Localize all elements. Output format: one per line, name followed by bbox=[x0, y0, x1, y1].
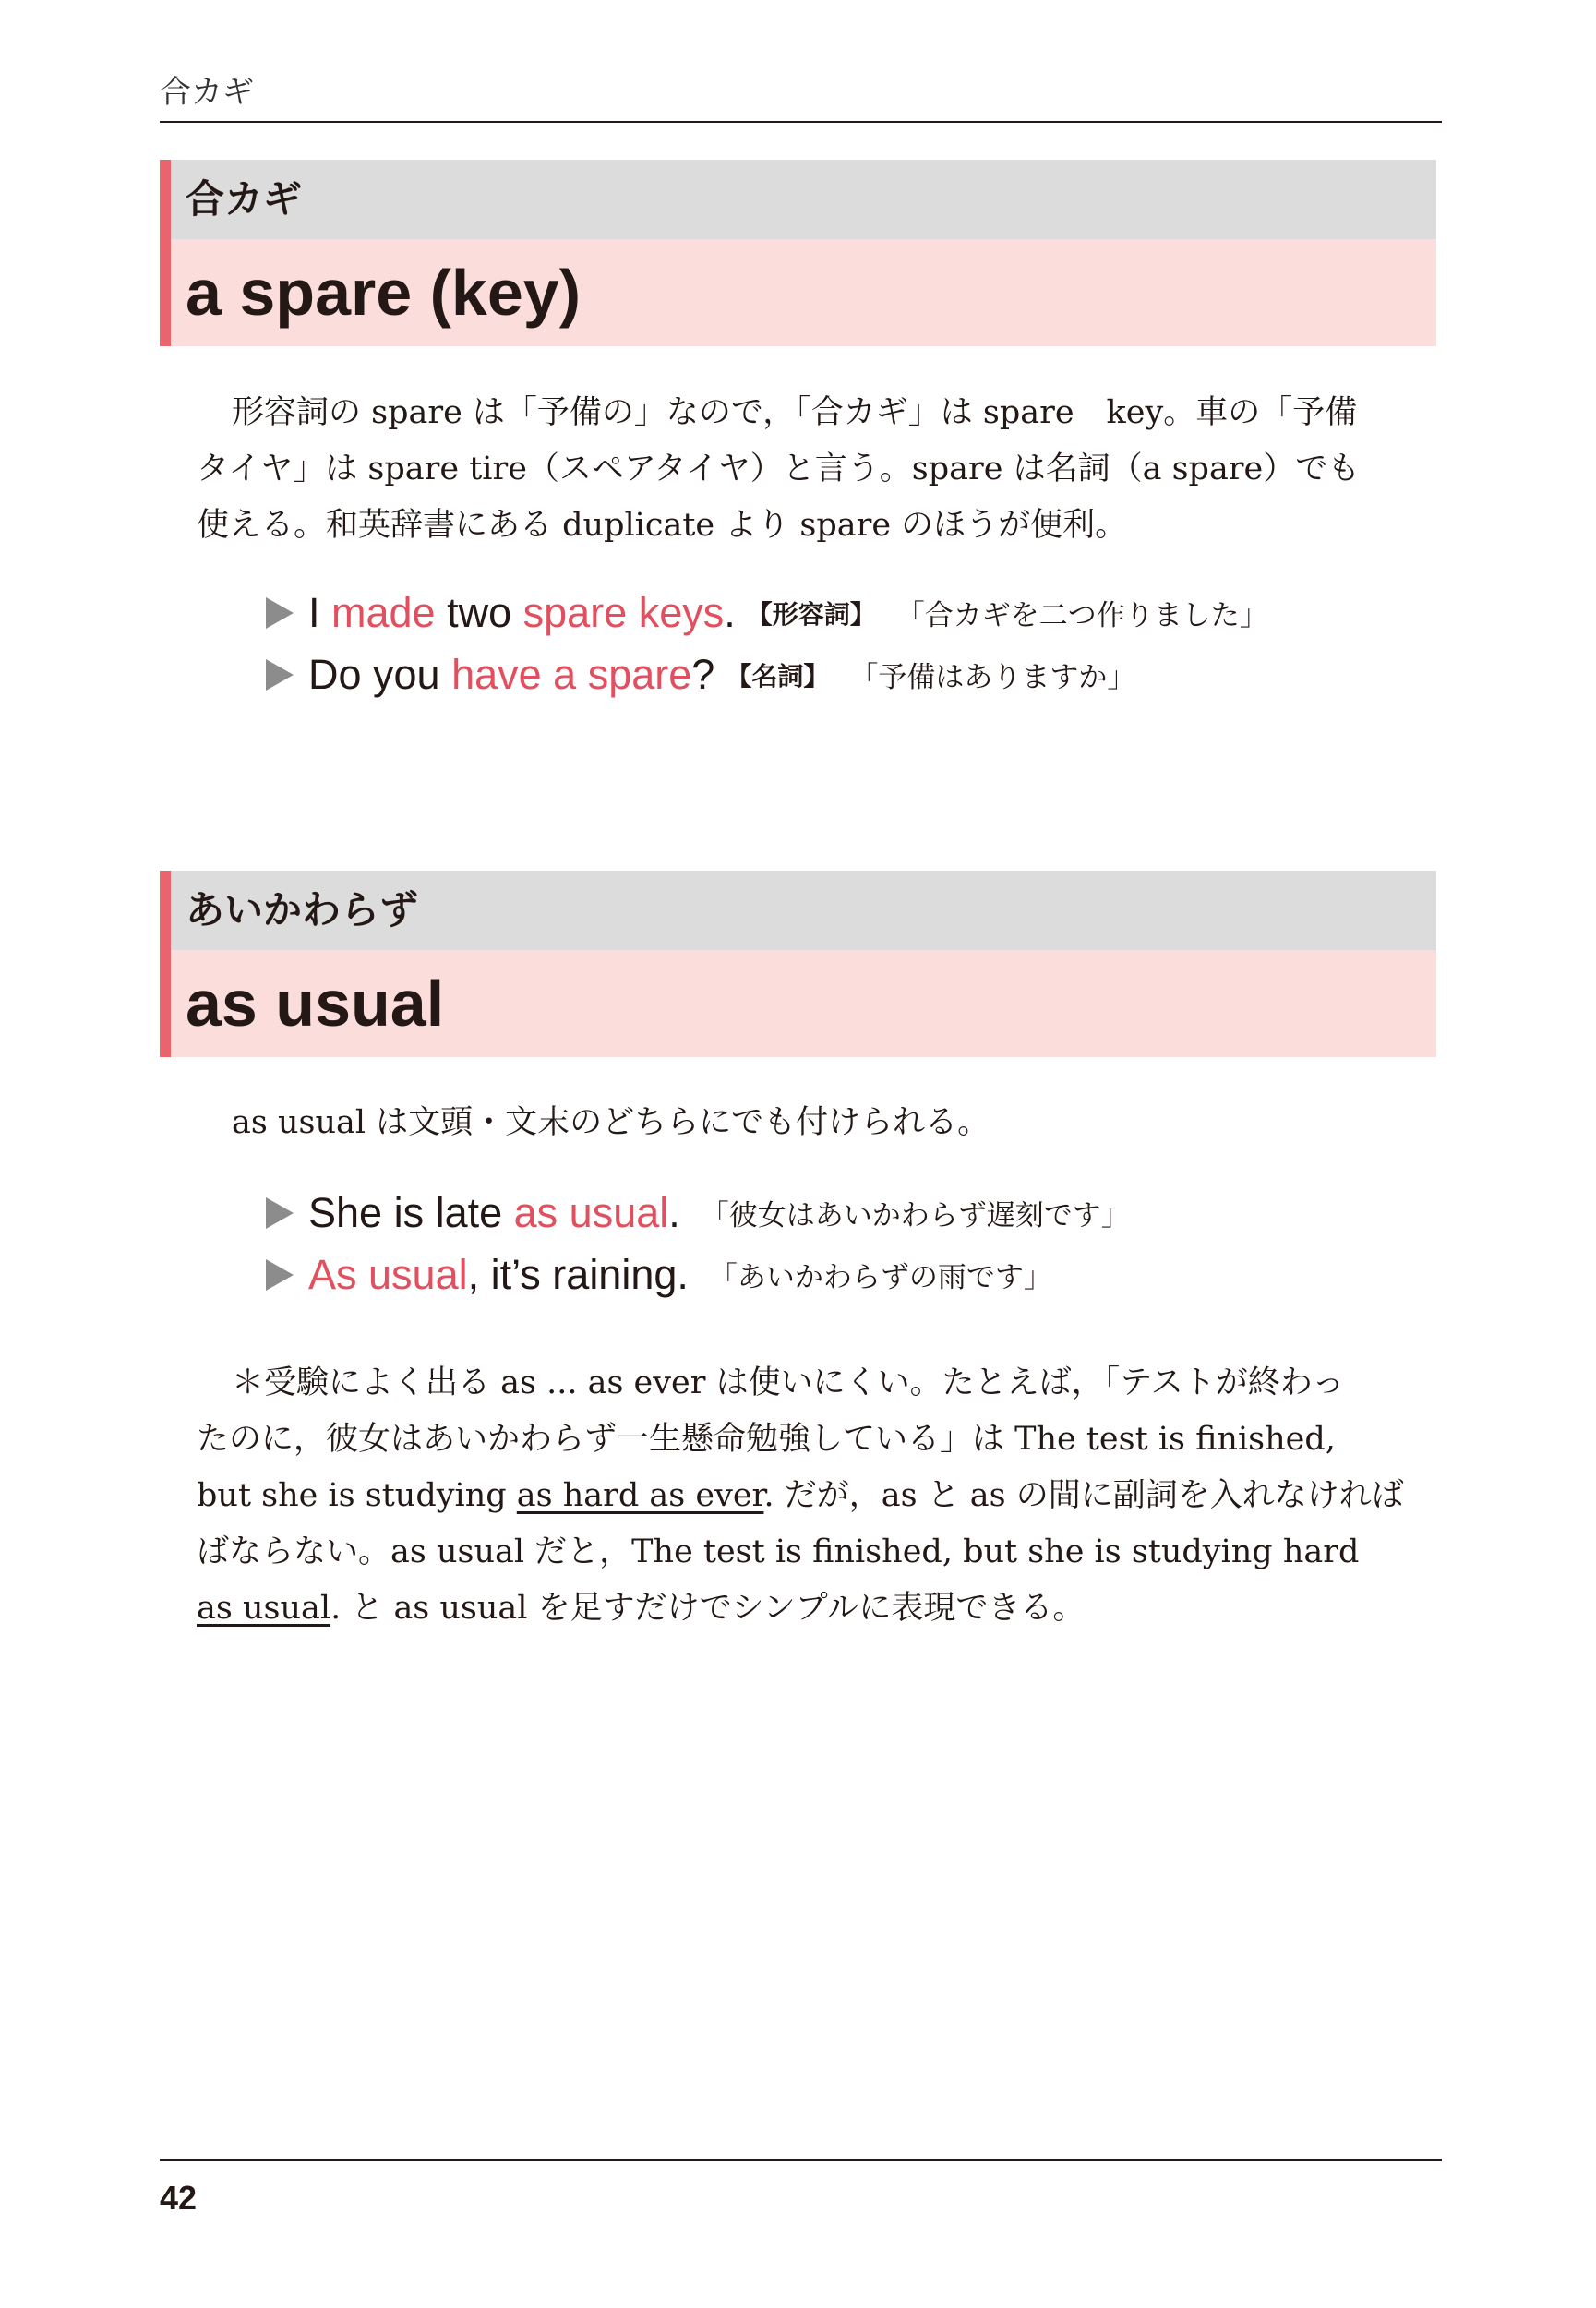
note-underlined-phrase: as hard as ever bbox=[516, 1477, 764, 1514]
example-text: , it’s raining. bbox=[467, 1250, 689, 1298]
example-text: . bbox=[724, 588, 736, 636]
example-sentence bbox=[266, 1244, 1130, 1305]
explanation-line: タイヤ」は spare tire（スペアタイヤ）と言う。spare は名詞（a spare）でも bbox=[197, 451, 1361, 487]
note-line: ＊受験によく出る as ... as ever は使いにくい。たとえば，「テストが終わっ bbox=[232, 1364, 1345, 1401]
heading-accent-bar bbox=[160, 160, 171, 346]
example-sentence bbox=[266, 643, 1268, 705]
note-line: ばならない。as usual だと，The test is finished, but she is studying hard bbox=[197, 1533, 1360, 1570]
usage-note bbox=[197, 1355, 1443, 1637]
example-text: ? bbox=[691, 650, 715, 698]
entry-jp-heading: 合カギ bbox=[160, 160, 1436, 239]
triangle-bullet-icon bbox=[266, 1259, 294, 1291]
triangle-bullet-icon bbox=[266, 659, 294, 691]
entry-heading-as-usual bbox=[160, 871, 1436, 1057]
example-sentence bbox=[266, 582, 1268, 643]
entry-heading-spare-key bbox=[160, 160, 1436, 346]
explanation-line: 形容詞の spare は「予備の」なので，「合カギ」は spare key。車の「予備 bbox=[232, 394, 1358, 431]
page-number: 42 bbox=[160, 2179, 198, 2217]
entry-en-heading: as usual bbox=[160, 950, 1436, 1057]
example-english bbox=[308, 589, 736, 637]
triangle-bullet-icon bbox=[266, 597, 294, 629]
explanation-line: 使える。和英辞書にある duplicate より spare のほうが便利。 bbox=[197, 507, 1128, 544]
example-text: . bbox=[668, 1188, 680, 1236]
example-text: She is late bbox=[308, 1188, 514, 1236]
part-of-speech-tag: 【名詞】 bbox=[726, 660, 830, 691]
example-list bbox=[266, 1182, 1130, 1305]
example-translation: 「彼女はあいかわらず遅刻です」 bbox=[700, 1199, 1130, 1232]
note-text: . だが，as と as の間に副詞を入れなければ bbox=[763, 1477, 1404, 1514]
example-translation: 「あいかわらずの雨です」 bbox=[708, 1261, 1052, 1294]
example-highlight: spare keys bbox=[522, 588, 725, 636]
example-text: Do you bbox=[308, 650, 452, 698]
note-underlined-phrase: as usual bbox=[197, 1590, 331, 1627]
entry-jp-heading: あいかわらず bbox=[160, 871, 1436, 950]
note-line bbox=[197, 1581, 1443, 1637]
example-english bbox=[308, 1189, 680, 1237]
example-text: I bbox=[308, 588, 332, 636]
note-text: but she is studying bbox=[197, 1477, 517, 1514]
running-head: 合カギ bbox=[160, 74, 254, 111]
example-translation: 「合カギを二つ作りました」 bbox=[895, 599, 1268, 632]
entry-explanation bbox=[197, 385, 1443, 554]
example-highlight: made bbox=[331, 588, 436, 636]
triangle-bullet-icon bbox=[266, 1197, 294, 1229]
example-text: two bbox=[435, 588, 523, 636]
example-english bbox=[308, 1251, 689, 1299]
bottom-rule bbox=[160, 2159, 1442, 2161]
example-english bbox=[308, 651, 714, 699]
example-highlight: As usual bbox=[308, 1250, 468, 1298]
example-highlight: as usual bbox=[513, 1188, 669, 1236]
entry-explanation bbox=[197, 1095, 1443, 1151]
entry-en-heading: a spare (key) bbox=[160, 239, 1436, 346]
heading-accent-bar bbox=[160, 871, 171, 1057]
part-of-speech-tag: 【形容詞】 bbox=[746, 598, 876, 630]
explanation-line: as usual は文頭・文末のどちらにでも付けられる。 bbox=[232, 1104, 990, 1141]
example-list bbox=[266, 582, 1268, 705]
note-line: たのに，彼女はあいかわらず一生懸命勉強している」は The test is finished, bbox=[197, 1421, 1336, 1458]
note-line bbox=[197, 1468, 1443, 1524]
note-text: . と as usual を足すだけでシンプルに表現できる。 bbox=[330, 1590, 1086, 1627]
example-highlight: have a spare bbox=[451, 650, 692, 698]
example-sentence bbox=[266, 1182, 1130, 1244]
top-rule bbox=[160, 121, 1442, 123]
example-translation: 「予備はありますか」 bbox=[849, 661, 1136, 694]
